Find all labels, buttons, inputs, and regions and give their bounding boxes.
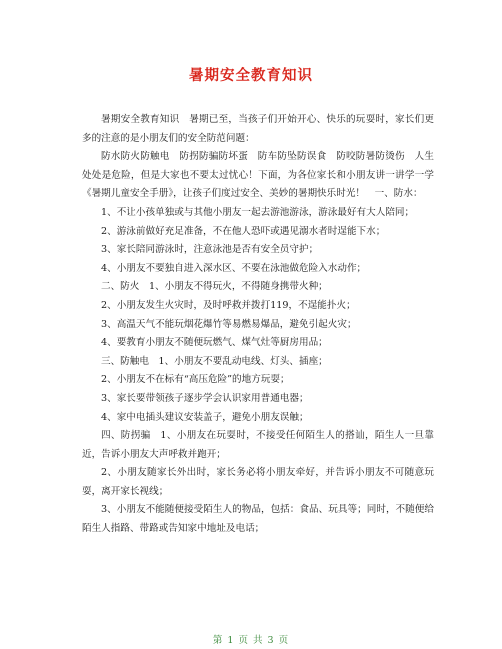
document-body (82, 111, 434, 539)
paragraph: 2、小朋友发生火灾时，及时呼救并拨打119，不逞能扑火； (101, 299, 356, 311)
paragraph: 4、家中电插头建议安装盖子，避免小朋友误触； (101, 411, 309, 423)
paragraph: 2、游泳前做好充足准备，不在他人恐吓或遇见溺水者时逞能下水； (101, 225, 386, 237)
paragraph: 3、家长要带领孩子逐步学会认识家用普通电器； (101, 392, 309, 404)
paragraph: 3、家长陪同游泳时，注意泳池是否有安全员守护； (101, 244, 319, 256)
page-number-footer: 第 1 页 共 3 页 (212, 635, 290, 646)
paragraph: 三、防触电 1、小朋友不要乱动电线、灯头、插座； (101, 355, 328, 367)
paragraph: 3、高温天气不能玩烟花爆竹等易燃易爆品，避免引起火灾； (101, 318, 357, 330)
paragraph: 四、防拐骗 1、小朋友在玩耍时，不接受任何陌生人的搭讪，陌生人一旦靠近，告诉小朋友大声呼救并跑开； (82, 430, 434, 460)
paragraph: 4、小朋友不要独自进入深水区、不要在泳池做危险入水动作； (101, 262, 367, 274)
page-title: 暑期安全教育知识 (189, 68, 313, 84)
paragraph: 3、小朋友不能随便接受陌生人的物品，包括：食品、玩具等；同时，不随便给陌生人指路、带路或告知家中地址及电话； (82, 504, 434, 535)
paragraph: 暑期安全教育知识 暑期已至，当孩子们开始开心、快乐的玩耍时，家长们更多的注意的是小朋友们的安全防范问题： (82, 114, 434, 144)
paragraph: 1、不让小孩单独或与其他小朋友一起去游池游泳，游泳最好有大人陪同； (101, 206, 415, 218)
paragraph: 4、要教育小朋友不随便玩燃气、煤气灶等厨房用品； (101, 337, 328, 349)
paragraph: 二、防火 1、小朋友不得玩火，不得随身携带火种； (101, 281, 328, 293)
paragraph: 2、小朋友不在标有“高压危险”的地方玩耍； (101, 374, 290, 386)
paragraph: 2、小朋友随家长外出时，家长务必将小朋友牵好，并告诉小朋友不可随意玩耍，离开家长视线； (82, 467, 434, 497)
paragraph: 防水防火防触电 防拐防骗防坏蛋 防车防坠防误食 防咬防暑防烫伤 人生处处是危险，但是大家也不要太过忧心！下面，为各位家长和小朋友讲一讲学一学《暑期儿童安全手册》，让孩子们度过安全、美妙的暑期快乐时光！ 一、防水： (82, 151, 434, 200)
